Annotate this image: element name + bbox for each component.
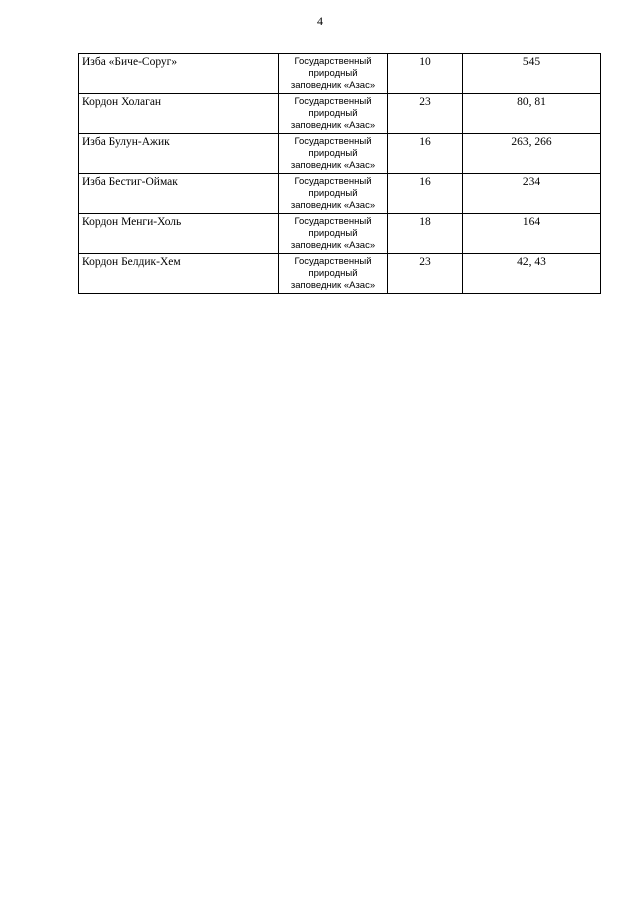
owner-line: Государственный bbox=[294, 136, 372, 147]
cell-count: 23 bbox=[388, 254, 463, 294]
table-row bbox=[79, 54, 601, 94]
cell-count: 23 bbox=[388, 94, 463, 134]
owner-line: заповедник «Азас» bbox=[290, 200, 376, 211]
cell-sites: 164 bbox=[463, 214, 601, 254]
owner-line: Государственный bbox=[294, 96, 372, 107]
cell-name: Кордон Холаган bbox=[79, 94, 279, 134]
table-row bbox=[79, 174, 601, 214]
owner-line: Государственный bbox=[294, 176, 372, 187]
cell-sites: 80, 81 bbox=[463, 94, 601, 134]
owner-line: заповедник «Азас» bbox=[290, 240, 376, 251]
cell-sites: 42, 43 bbox=[463, 254, 601, 294]
owner-line: природный bbox=[308, 148, 358, 159]
cell-owner bbox=[279, 94, 388, 134]
owner-line: Государственный bbox=[294, 256, 372, 267]
cell-count: 16 bbox=[388, 174, 463, 214]
owner-line: природный bbox=[308, 268, 358, 279]
cell-count: 18 bbox=[388, 214, 463, 254]
table-row bbox=[79, 254, 601, 294]
cell-sites: 263, 266 bbox=[463, 134, 601, 174]
owner-line: заповедник «Азас» bbox=[290, 280, 376, 291]
cell-owner bbox=[279, 254, 388, 294]
cell-count: 10 bbox=[388, 54, 463, 94]
cell-name: Изба Бестиг-Оймак bbox=[79, 174, 279, 214]
table-row bbox=[79, 94, 601, 134]
document-table bbox=[78, 53, 601, 294]
cell-owner bbox=[279, 174, 388, 214]
cell-count: 16 bbox=[388, 134, 463, 174]
cell-sites: 545 bbox=[463, 54, 601, 94]
cell-owner bbox=[279, 54, 388, 94]
owner-line: заповедник «Азас» bbox=[290, 120, 376, 131]
cell-name: Изба «Биче-Соруг» bbox=[79, 54, 279, 94]
table-row bbox=[79, 134, 601, 174]
owner-line: природный bbox=[308, 188, 358, 199]
owner-line: природный bbox=[308, 68, 358, 79]
cell-owner bbox=[279, 214, 388, 254]
owner-line: заповедник «Азас» bbox=[290, 80, 376, 91]
cell-name: Кордон Белдик-Хем bbox=[79, 254, 279, 294]
owner-line: природный bbox=[308, 228, 358, 239]
owner-line: природный bbox=[308, 108, 358, 119]
owner-line: заповедник «Азас» bbox=[290, 160, 376, 171]
cell-name: Кордон Менги-Холь bbox=[79, 214, 279, 254]
cell-name: Изба Булун-Ажик bbox=[79, 134, 279, 174]
cell-owner bbox=[279, 134, 388, 174]
owner-line: Государственный bbox=[294, 216, 372, 227]
page-number: 4 bbox=[317, 14, 323, 28]
cell-sites: 234 bbox=[463, 174, 601, 214]
table-row bbox=[79, 214, 601, 254]
owner-line: Государственный bbox=[294, 56, 372, 67]
